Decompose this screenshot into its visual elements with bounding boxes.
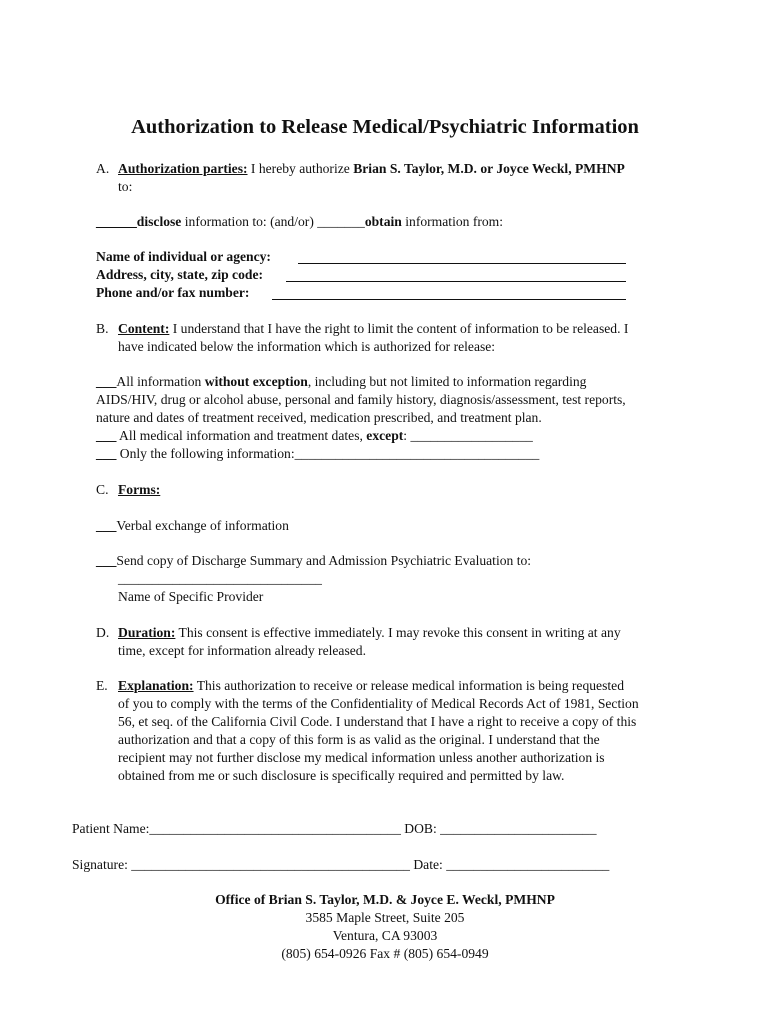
page-title: Authorization to Release Medical/Psychiatric Information bbox=[131, 116, 639, 138]
dob-field[interactable]: _______________________ bbox=[440, 821, 597, 836]
content-option-following-checkbox[interactable]: ___ bbox=[96, 446, 117, 461]
section-c-heading: Forms: bbox=[118, 482, 161, 497]
signature-date-row bbox=[72, 856, 609, 874]
content-option-all: ___All information without exception, including but not limited to information regarding bbox=[96, 374, 587, 389]
address-field-row bbox=[96, 266, 263, 284]
section-d-heading: Duration: bbox=[118, 625, 176, 640]
section-a-line2: to: bbox=[118, 179, 133, 194]
signature-label: Signature: bbox=[72, 857, 132, 872]
section-b-line2: have indicated below the information which is authorized for release: bbox=[118, 339, 496, 354]
content-option-all-line2: AIDS/HIV, drug or alcohol abuse, personal and family history, diagnosis/assessment, test reports, bbox=[96, 392, 626, 407]
patient-name-field[interactable]: _____________________________________ bbox=[149, 821, 401, 836]
address-field[interactable] bbox=[286, 269, 626, 282]
name-label: Name of individual or agency: bbox=[96, 249, 271, 264]
section-d-line1: D. Duration: This consent is effective immediately. I may revoke this consent in writing at any bbox=[96, 625, 621, 640]
patient-dob-row bbox=[72, 820, 596, 838]
phone-field[interactable] bbox=[272, 287, 626, 300]
date-label: Date: bbox=[409, 857, 447, 872]
content-option-all-line3: nature and dates of treatment received, medication prescribed, and treatment plan. bbox=[96, 410, 542, 425]
forms-option-verbal-checkbox[interactable]: ___ bbox=[96, 518, 117, 533]
address-label: Address, city, state, zip code: bbox=[96, 267, 264, 282]
name-field-row bbox=[96, 248, 271, 266]
phone-label: Phone and/or fax number: bbox=[96, 285, 250, 300]
name-field[interactable] bbox=[298, 251, 626, 264]
forms-option-verbal: ___Verbal exchange of information bbox=[96, 518, 289, 533]
forms-option-send-checkbox[interactable]: ___ bbox=[96, 553, 117, 568]
section-e-line4: authorization and that a copy of this form is as valid as the original. I understand that the bbox=[118, 732, 600, 747]
disclose-blank[interactable]: ______ bbox=[96, 214, 137, 229]
except-field[interactable]: : __________________ bbox=[403, 428, 533, 443]
obtain-label: obtain bbox=[364, 214, 402, 229]
section-d-line2: time, except for information already released. bbox=[118, 643, 366, 658]
content-option-except: ___ All medical information and treatment dates, except: __________________ bbox=[96, 428, 533, 443]
section-b-heading: Content: bbox=[118, 321, 170, 336]
disclose-label: disclose bbox=[136, 214, 182, 229]
footer-phone: (805) 654-0926 Fax # (805) 654-0949 bbox=[281, 946, 489, 961]
section-b-line1: B. Content: I understand that I have the right to limit the content of information to be released. I bbox=[96, 321, 629, 336]
signature-field[interactable]: _________________________________________ bbox=[131, 857, 410, 872]
section-e-line1: E. Explanation: This authorization to receive or release medical information is being requested bbox=[96, 678, 624, 693]
date-field[interactable]: ________________________ bbox=[446, 857, 610, 872]
footer-street: 3585 Maple Street, Suite 205 bbox=[305, 910, 465, 925]
section-e-line3: 56, et seq. of the California Civil Code. I understand that I have a right to receive a copy of this bbox=[118, 714, 637, 729]
section-e-letter: E. bbox=[96, 678, 108, 693]
section-d-letter: D. bbox=[96, 625, 110, 640]
authorized-providers: Brian S. Taylor, M.D. or Joyce Weckl, PMHNP bbox=[353, 161, 625, 176]
section-e-line5: recipient may not further disclose my medical information unless another authorization is bbox=[118, 750, 605, 765]
section-a-heading: Authorization parties: bbox=[118, 161, 248, 176]
provider-field[interactable]: ______________________________ bbox=[118, 571, 322, 586]
provider-label: Name of Specific Provider bbox=[118, 589, 264, 604]
section-e-heading: Explanation: bbox=[118, 678, 194, 693]
dob-label: DOB: bbox=[400, 821, 441, 836]
section-a-line1: A. Authorization parties: I hereby authorize Brian S. Taylor, M.D. or Joyce Weckl, PMHNP bbox=[96, 161, 625, 176]
footer-city: Ventura, CA 93003 bbox=[332, 928, 438, 943]
disclose-obtain-line: ______disclose information to: (and/or) _______obtain information from: bbox=[96, 214, 504, 229]
section-c-letter: C. bbox=[96, 482, 109, 497]
content-option-all-checkbox[interactable]: ___ bbox=[96, 374, 117, 389]
section-c-line1 bbox=[96, 481, 160, 499]
section-a-letter: A. bbox=[96, 161, 110, 176]
content-option-following bbox=[96, 445, 539, 463]
footer-office: Office of Brian S. Taylor, M.D. & Joyce E. Weckl, PMHNP bbox=[215, 892, 555, 907]
section-e-line2: of you to comply with the terms of the Confidentiality of Medical Records Act of 1981, Section bbox=[118, 696, 639, 711]
section-e-line6: obtained from me or such disclosure is specifically required and permitted by law. bbox=[118, 768, 565, 783]
following-field[interactable]: Only the following information:____________________________________ bbox=[116, 446, 540, 461]
content-option-except-checkbox[interactable]: ___ bbox=[96, 428, 117, 443]
forms-option-send: ___Send copy of Discharge Summary and Admission Psychiatric Evaluation to: bbox=[96, 553, 532, 568]
patient-name-label: Patient Name: bbox=[72, 821, 150, 836]
phone-field-row bbox=[96, 284, 249, 302]
section-b-letter: B. bbox=[96, 321, 109, 336]
